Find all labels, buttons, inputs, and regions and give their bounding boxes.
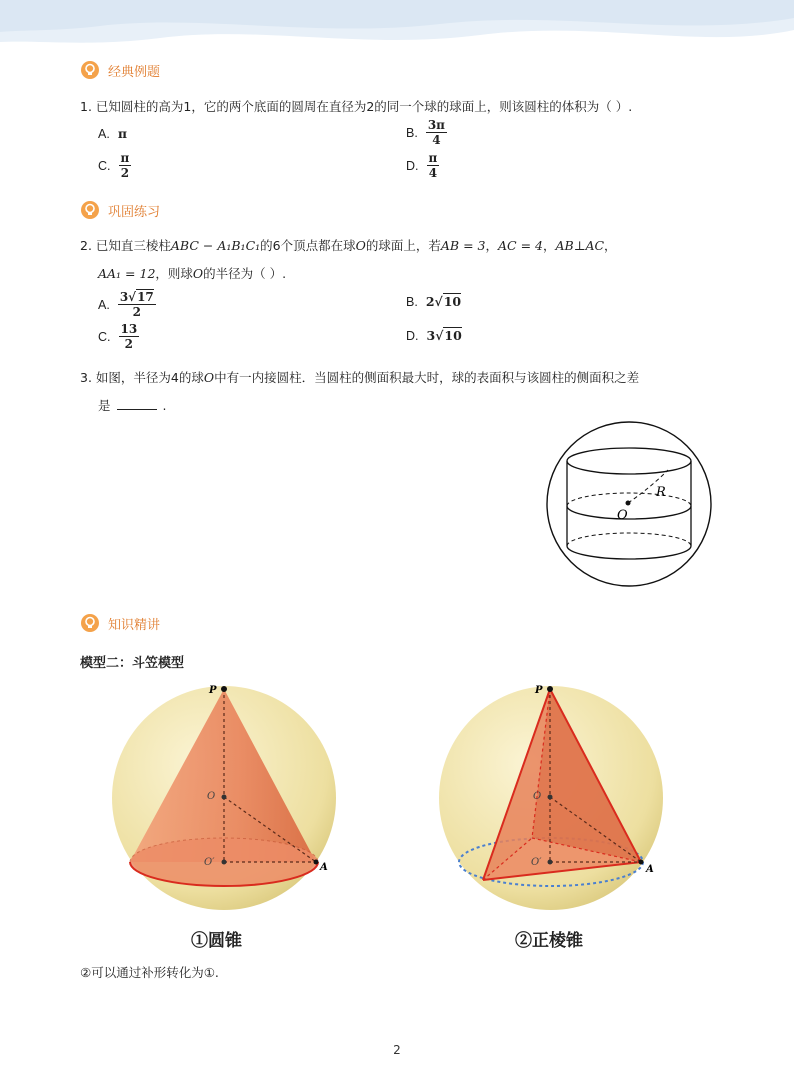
sphere-cylinder-figure [540,418,715,590]
numerator: 13 [120,322,138,336]
text: ，则球 [155,266,193,281]
text: 是 [98,398,111,413]
numerator: 3√17 [119,290,154,304]
coefficient: 3 [426,328,436,343]
fraction [426,118,447,147]
label-R: R [656,485,666,500]
fraction [119,151,132,180]
denominator: 2 [124,337,134,351]
q2-option-a [98,290,156,319]
option-label: B. [406,294,418,309]
question-3-line-2 [98,397,167,415]
option-label: D. [406,158,419,173]
q1-option-b [406,118,447,147]
label-O: O [207,791,216,802]
radicand: 10 [444,328,462,343]
lightbulb-icon [80,60,100,80]
lightbulb-icon [80,613,100,633]
q2-option-b: B. 2√10 [406,294,462,309]
q2-option-d: D. 3√10 [406,328,462,343]
math: AA₁ = 12 [98,266,156,281]
lightbulb-icon [80,200,100,220]
section-title: 巩固练习 [108,204,161,220]
math: AB = 3 [440,238,486,253]
option-label: A. [98,126,110,141]
radicand: 17 [137,290,154,304]
option-label: C. [98,329,111,344]
math: AC = 4 [498,238,543,253]
fraction [427,151,440,180]
text: ， [485,238,498,253]
question-2-line-2 [98,265,286,283]
question-3-line-1 [80,369,639,387]
numerator: π [120,151,130,165]
label-A: A [646,864,654,875]
page-number: 2 [393,1043,401,1057]
text: ， [542,238,556,253]
denominator: 2 [132,305,141,319]
section-practice-header [80,199,160,221]
math: O [355,238,366,253]
caption-pyramid: ②正棱锥 [515,931,583,951]
label-A: A [320,862,328,873]
option-value: π [117,126,127,141]
denominator: 4 [432,133,441,147]
math: AB⊥AC [555,238,605,253]
label-O-prime: O′ [531,857,542,868]
math: O [192,266,204,281]
section-example-header [80,59,160,81]
label-O-prime: O′ [204,857,215,868]
option-label: B. [406,125,418,140]
text: ， [604,238,617,253]
pyramid-in-sphere-figure [436,680,668,915]
text: 的球面上，若 [365,238,441,253]
denominator: 2 [120,166,130,180]
model-heading: 模型二：斗笠模型 [80,656,185,671]
coefficient: 2 [425,294,435,309]
radicand: 10 [443,294,462,309]
text: . [162,398,167,413]
cone-in-sphere-figure [108,680,340,915]
question-1-text: 1. 已知圆柱的高为1，它的两个底面的圆周在直径为2的同一个球的球面上，则该圆柱的体积为（ ）. [80,99,633,114]
text: 中有一内接圆柱．当圆柱的侧面积最大时，球的表面积与该圆柱的侧面积之差 [214,370,640,385]
option-label: D. [406,328,419,343]
section-knowledge-header [80,612,160,634]
q1-option-d [406,151,439,180]
text: 2. 已知直三棱柱 [80,238,171,253]
numerator: 3π [427,118,445,132]
answer-blank [117,409,157,410]
label-P: P [535,685,543,696]
label-O: O [617,508,628,523]
option-label: C. [98,158,111,173]
label-P: P [209,685,217,696]
model-note: ②可以通过补形转化为①. [80,965,219,980]
math: O [203,370,215,385]
text: 3. 如图，半径为4的球 [80,370,204,385]
q2-option-c [98,322,139,351]
caption-cone: ①圆锥 [191,931,242,951]
option-label: A. [98,297,110,312]
header-wave [0,0,794,60]
fraction [119,322,140,351]
section-title: 知识精讲 [108,617,161,633]
question-2-line-1 [80,237,617,255]
text: 的半径为（ ）. [203,266,287,281]
fraction [118,290,156,319]
q1-option-c [98,151,131,180]
math: ABC − A₁B₁C₁ [170,238,261,253]
q1-option-a [98,126,127,141]
coefficient: 3 [119,290,129,304]
section-title: 经典例题 [108,64,161,80]
label-O: O [533,791,542,802]
numerator: π [428,151,438,165]
text: 的6个顶点都在球 [260,238,356,253]
denominator: 4 [428,166,438,180]
